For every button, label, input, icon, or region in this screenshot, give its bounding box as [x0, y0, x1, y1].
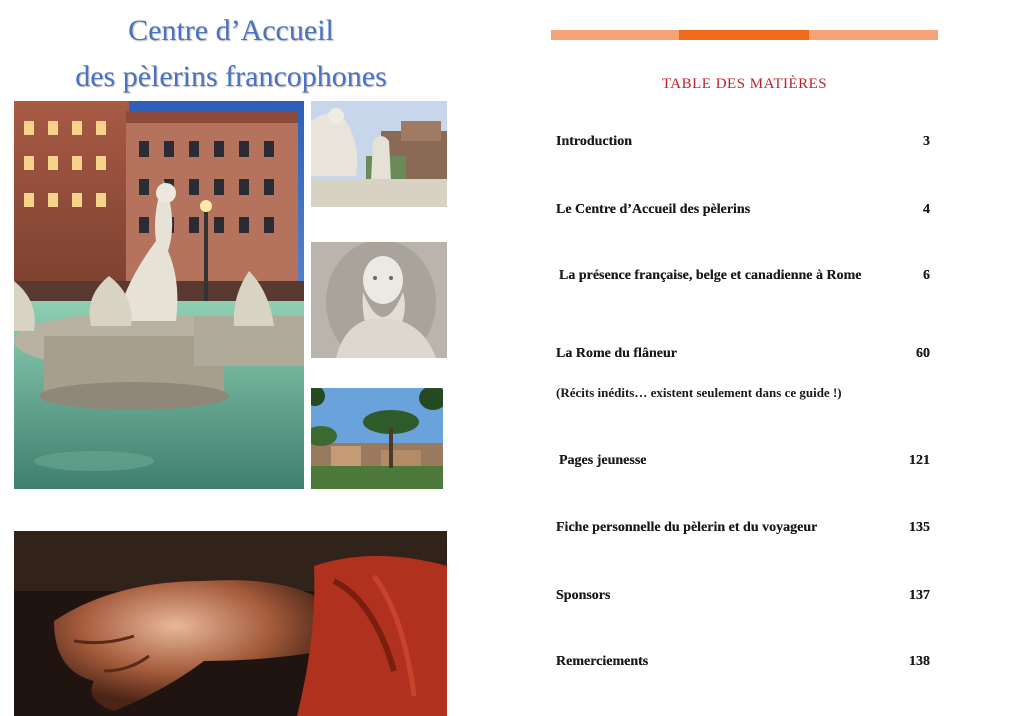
- toc-heading: TABLE DES MATIÈRES: [661, 76, 828, 92]
- toc-entry[interactable]: [556, 202, 930, 218]
- toc-entry[interactable]: [556, 346, 930, 362]
- marble-bust-photo: [311, 242, 447, 358]
- toc-entry-page: 60: [916, 346, 930, 361]
- toc-entry[interactable]: [556, 654, 930, 670]
- toc-note: (Récits inédits… existent seulement dans ce guide !): [556, 385, 842, 400]
- toc-entry-page: 3: [923, 134, 930, 149]
- painted-hand-photo: [14, 531, 447, 716]
- toc-entry-label: La présence française, belge et canadienne à Rome: [559, 268, 862, 283]
- umbrella-pines-photo: [311, 388, 443, 489]
- toc-entry[interactable]: [559, 453, 930, 469]
- toc-entry[interactable]: [556, 520, 930, 536]
- toc-entry-label: Le Centre d’Accueil des pèlerins: [556, 202, 751, 217]
- rooftop-statues-photo: [311, 101, 447, 207]
- toc-entry-page: 135: [909, 520, 930, 535]
- toc-entry[interactable]: [559, 268, 930, 284]
- accent-bar-segment: [551, 30, 679, 40]
- accent-bar: [551, 30, 938, 40]
- toc-entry-page: 121: [909, 453, 930, 468]
- toc-entry-label: Pages jeunesse: [559, 453, 647, 468]
- toc-entry-page: 138: [909, 654, 930, 669]
- toc-entry-label: Introduction: [556, 134, 632, 149]
- accent-bar-segment: [679, 30, 809, 40]
- cover-title-line2: des pèlerins francophones: [75, 60, 387, 93]
- toc-entry[interactable]: [556, 588, 930, 604]
- toc-entry-page: 137: [909, 588, 930, 603]
- toc-entry-label: Fiche personnelle du pèlerin et du voyageur: [556, 520, 818, 535]
- accent-bar-segment: [809, 30, 938, 40]
- cover-title-line1: Centre d’Accueil: [128, 14, 334, 47]
- toc-entry-label: La Rome du flâneur: [556, 346, 677, 361]
- fountain-photo: [14, 101, 304, 489]
- toc-entry-label: Sponsors: [556, 588, 611, 603]
- toc-entry-page: 6: [923, 268, 930, 283]
- toc-entry-page: 4: [923, 202, 930, 217]
- toc-entry-label: Remerciements: [556, 654, 649, 669]
- toc-entry[interactable]: [556, 134, 930, 150]
